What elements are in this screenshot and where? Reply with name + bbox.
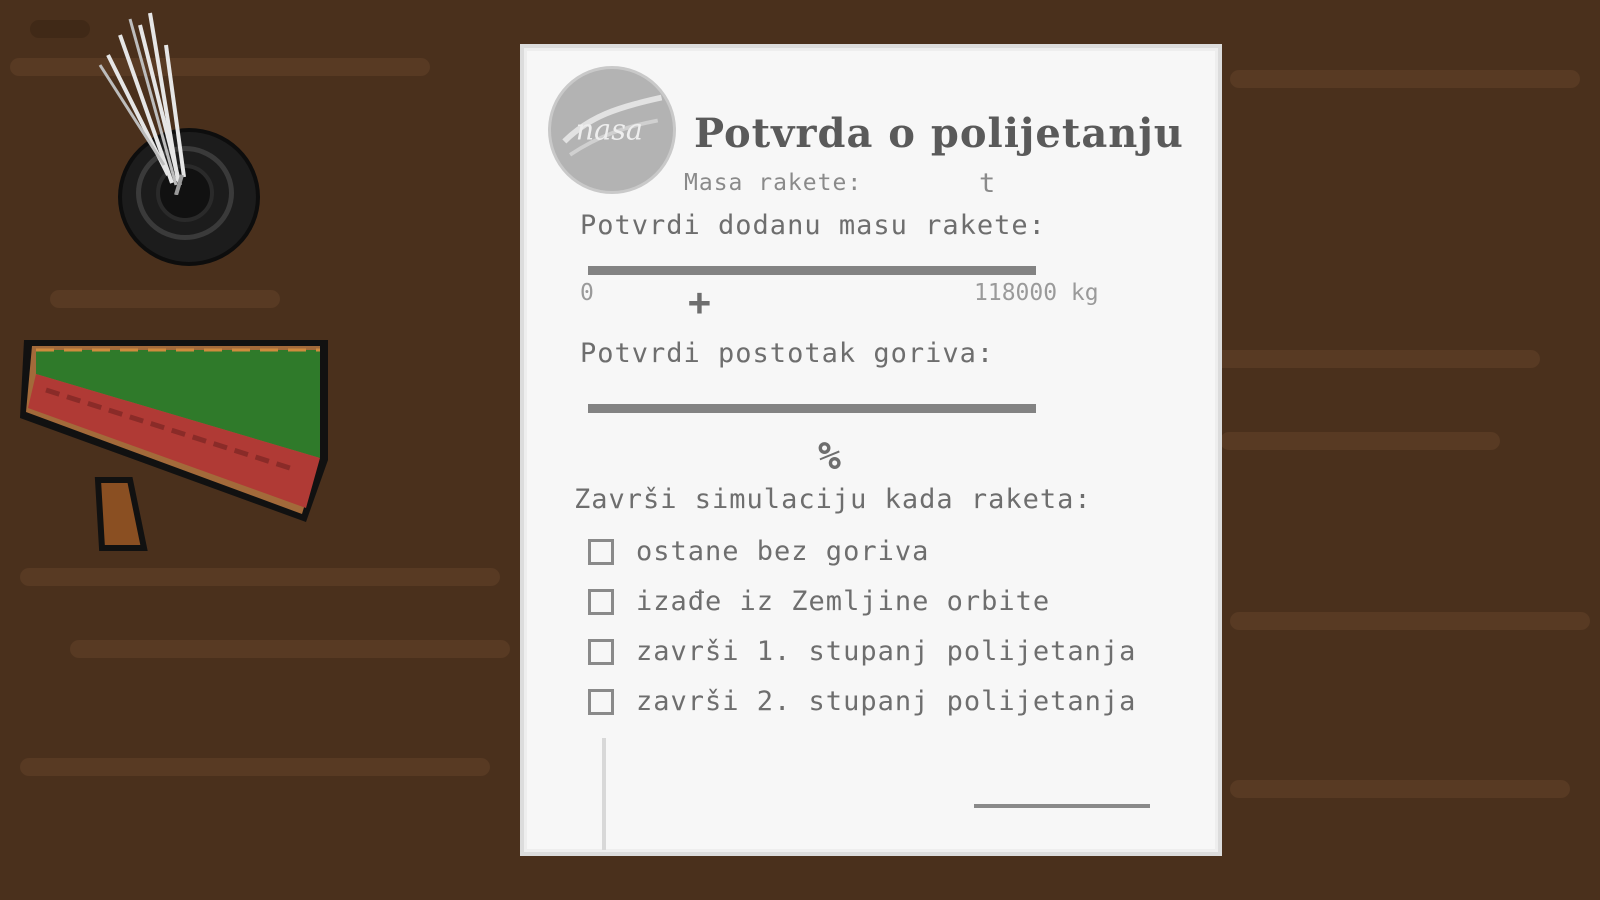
wood-grain	[1230, 780, 1570, 798]
agency-seal-logo	[548, 66, 676, 194]
form-title: Potvrda o polijetanju	[694, 110, 1184, 157]
wood-grain	[1210, 350, 1540, 368]
option-label: završi 2. stupanj polijetanja	[636, 686, 1137, 717]
option-stage-2[interactable]	[588, 686, 1136, 717]
checkbox[interactable]	[588, 639, 614, 665]
paper-fold	[602, 738, 606, 850]
signature-line[interactable]	[974, 804, 1150, 808]
option-label: izađe iz Zemljine orbite	[636, 586, 1051, 617]
rocket-mass-label: Masa rakete:	[684, 170, 863, 196]
wood-grain	[1230, 612, 1590, 630]
added-mass-max: 118000 kg	[974, 280, 1099, 306]
wood-grain	[10, 58, 430, 76]
wood-grain	[20, 758, 490, 776]
fuel-percent-slider[interactable]	[588, 404, 1036, 413]
option-leave-orbit[interactable]	[588, 586, 1050, 617]
wood-grain	[1220, 432, 1500, 450]
wood-grain	[1230, 70, 1580, 88]
added-mass-slider[interactable]	[588, 266, 1036, 275]
fuel-percent-value: %	[818, 434, 841, 478]
svg-text:nasa: nasa	[575, 112, 643, 147]
fuel-percent-label: Potvrdi postotak goriva:	[580, 338, 995, 369]
flag-stand[interactable]	[6, 330, 346, 570]
end-simulation-label: Završi simulaciju kada raketa:	[574, 484, 1092, 515]
quill-feather-icon[interactable]	[80, 5, 200, 195]
wood-grain	[20, 568, 500, 586]
wood-grain	[70, 640, 510, 658]
option-label: završi 1. stupanj polijetanja	[636, 636, 1137, 667]
added-mass-label: Potvrdi dodanu masu rakete:	[580, 210, 1046, 241]
checkbox[interactable]	[588, 539, 614, 565]
option-label: ostane bez goriva	[636, 536, 930, 567]
rocket-mass-unit: t	[979, 168, 996, 199]
checkbox[interactable]	[588, 689, 614, 715]
option-stage-1[interactable]	[588, 636, 1136, 667]
wood-grain	[50, 290, 280, 308]
add-mass-button[interactable]: +	[688, 280, 711, 324]
option-out-of-fuel[interactable]	[588, 536, 929, 567]
launch-confirmation-form	[520, 44, 1222, 856]
added-mass-min: 0	[580, 280, 594, 306]
checkbox[interactable]	[588, 589, 614, 615]
